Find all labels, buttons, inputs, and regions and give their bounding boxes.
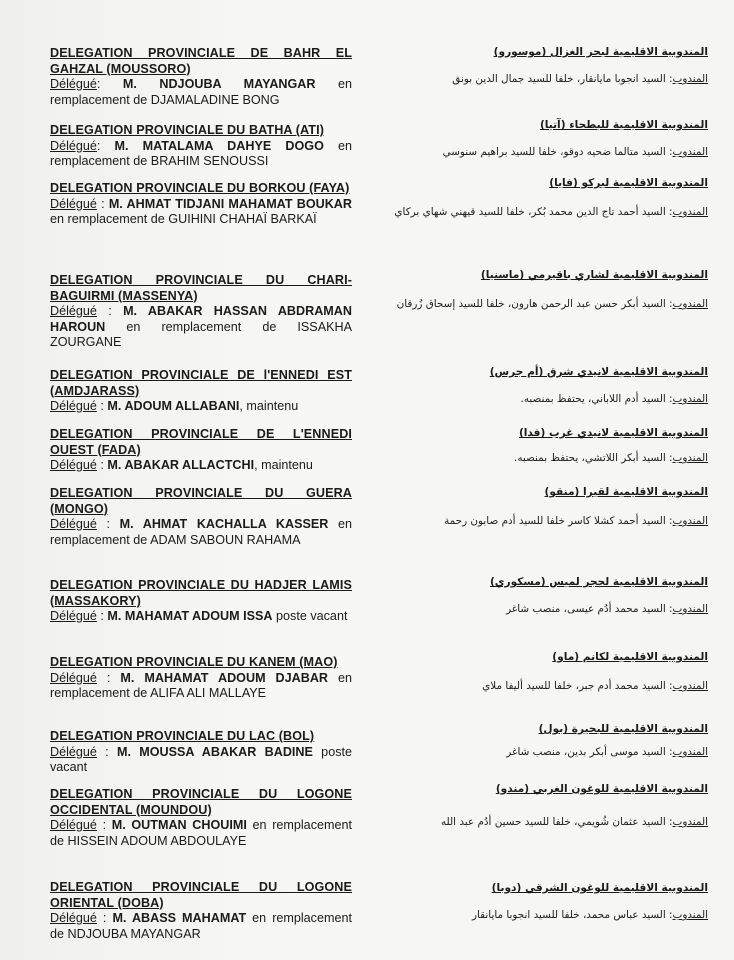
delegate-label-ar: المندوب [672,393,708,405]
delegate-label-fr: Délégué [50,609,97,624]
delegate-label-fr: Délégué [50,77,97,92]
delegate-name-fr: M. MAHAMAT ADOUM ISSA [107,609,273,624]
delegate-label-fr: Délégué [50,458,97,473]
arabic-column [378,265,708,315]
french-column [50,578,352,625]
delegate-remark-ar: : السيد موسى أبكر بدين، منصب شاغر [506,746,673,758]
delegation-title-fr: DELEGATION PROVINCIALE DU LAC (BOL) [50,729,315,743]
delegate-label-fr: Délégué [50,517,97,532]
delegate-name-fr: M. MATALAMA DAHYE DOGO [114,138,324,153]
delegate-text-fr [50,399,352,415]
delegation-title-ar: المندوبية الاقليمية للوغون الغربي (مندو) [495,783,708,795]
delegate-label-ar: المندوب [672,746,708,758]
delegate-remark-fr: en remplacement de ALIFA ALI MALLAYE [50,670,353,701]
arabic-column [378,572,708,620]
delegate-remark-fr: en remplacement de ISSAKHA ZOURGANE [50,319,352,350]
delegate-remark-fr: en remplacement de GUIHINI CHAHAÏ BARKAÏ [50,212,317,227]
delegation-title-ar: المندوبية الاقليمية لكانم (ماو) [552,651,708,663]
delegate-name-fr: M. AHMAT KACHALLA KASSER [119,517,329,532]
delegate-label-fr: Délégué [50,818,97,833]
delegate-remark-ar: : السيد محمد أدم جبر، خلفا للسيد أليفا ملاي [482,680,673,692]
delegate-text-ar [378,389,708,410]
delegate-label-ar: المندوب [672,206,708,218]
french-column [50,123,352,170]
french-column [50,486,352,548]
delegate-label-fr: Délégué [50,138,97,153]
delegation-title-fr: DELEGATION PROVINCIALE DU BATHA (ATI) [50,123,324,137]
delegate-label-ar: المندوب [672,298,708,310]
delegate-text-ar [378,676,708,697]
separator: : [96,818,112,833]
french-column [50,46,352,108]
delegation-title-fr: DELEGATION PROVINCIALE DU BORKOU (FAYA) [50,181,350,195]
separator: : [96,911,113,926]
delegate-remark-ar: : السيد أدم اللاباني، يحتفظ بمنصبه. [520,393,673,405]
separator: : [96,670,121,685]
separator: : [96,196,109,211]
delegation-title-ar: المندوبية الاقليمية لشاري باقيرمي (ماسنيا) [480,269,708,281]
delegate-remark-ar: : السيد أبكر حسن عبد الرحمن هارون، خلفا للسيد إسحاق زُرقان [396,298,673,310]
separator: : [96,458,108,473]
delegate-name-fr: M. OUTMAN CHOUIMI [111,818,247,833]
delegate-remark-fr: , maintenu [254,458,313,473]
delegate-text-ar [378,294,708,315]
french-column [50,273,352,351]
french-column [50,787,352,849]
delegation-title-fr: DELEGATION PROVINCIALE DE BAHR EL GAHZAL (MOUSSORO) [50,46,352,76]
french-column [50,880,352,942]
delegate-label-ar: المندوب [672,816,708,828]
delegate-name-fr: M. MOUSSA ABAKAR BADINE [116,744,313,759]
delegate-label-fr: Délégué [50,670,97,685]
delegate-name-fr: M. ABAKAR HASSAN ABDRAMAN HAROUN [50,304,352,334]
delegate-label-ar: المندوب [672,452,708,464]
delegate-name-fr: M. NDJOUBA MAYANGAR [122,77,316,92]
delegate-remark-fr: en remplacement de NDJOUBA MAYANGAR [50,911,352,941]
arabic-column [378,423,708,469]
delegate-text-fr [50,671,352,702]
delegate-name-fr: M. ADOUM ALLABANI [107,399,240,414]
arabic-column [378,173,708,223]
delegate-text-ar [378,905,708,926]
delegate-label-fr: Délégué [50,744,97,759]
separator: : [96,399,108,414]
separator: : [96,77,123,92]
delegate-remark-fr: poste vacant [272,609,348,624]
separator: : [96,609,108,624]
delegation-title-fr: DELEGATION PROVINCIALE DU HADJER LAMIS (MASSAKORY) [50,578,352,608]
delegate-remark-fr: poste vacant [50,744,352,775]
delegation-title-ar: المندوبية الاقليمية لبركو (فايا) [549,177,708,189]
delegate-text-ar [378,69,708,90]
delegate-label-fr: Délégué [50,304,97,319]
delegate-text-fr [50,139,352,170]
delegate-label-fr: Délégué [50,399,97,414]
arabic-column [378,647,708,697]
delegate-label-ar: المندوب [672,603,708,615]
delegate-remark-ar: : السيد متالما ضحيه دوقو، خلفا للسيد براهيم سنوسي [442,146,673,158]
delegate-label-ar: المندوب [672,680,708,692]
delegate-label-ar: المندوب [672,146,708,158]
delegation-title-ar: المندوبية الاقليمية للوغون الشرقي (دوبا) [491,882,708,894]
delegation-title-ar: المندوبية الاقليمية لحجر لميس (مسكوري) [489,576,708,588]
arabic-column [378,115,708,163]
delegate-remark-fr: en remplacement de HISSEIN ADOUM ABDOULAYE [50,818,352,848]
delegate-text-ar [378,202,708,223]
arabic-column [378,482,708,532]
delegate-text-fr [50,609,352,625]
delegate-name-fr: M. ABAKAR ALLACTCHI [107,458,255,473]
delegation-title-ar: المندوبية الاقليمية للبحيرة (بول) [538,723,708,735]
delegation-title-fr: DELEGATION PROVINCIALE DU CHARI-BAGUIRMI (MASSENYA) [50,273,352,303]
delegate-label-ar: المندوب [672,73,708,85]
delegate-name-fr: M. ABASS MAHAMAT [112,911,247,926]
separator: : [96,517,120,532]
delegate-text-ar [378,742,708,763]
french-column [50,427,352,474]
delegate-remark-fr: , maintenu [239,399,299,414]
separator: : [96,744,117,759]
delegate-label-fr: Délégué [50,911,97,926]
delegate-text-ar [378,599,708,620]
delegate-text-fr [50,745,352,776]
delegation-title-ar: المندوبية الاقليمية لانيدي شرق (أم جرس) [489,366,708,378]
arabic-column [378,878,708,926]
french-column [50,729,352,776]
arabic-column [378,779,708,833]
delegate-text-ar [378,812,708,833]
arabic-column [378,719,708,763]
delegate-remark-ar: : السيد أحمد تاج الدين محمد بُكر، خلفا للسيد قيهني شهاي بركاي [394,206,673,218]
delegate-text-fr [50,197,352,228]
delegation-title-fr: DELEGATION PROVINCIALE DU LOGONE OCCIDENTAL (MOUNDOU) [50,787,352,817]
delegate-remark-ar: : السيد عباس محمد، خلفا للسيد انجوبا مايانقار [471,909,673,921]
delegate-label-ar: المندوب [672,909,708,921]
delegation-title-fr: DELEGATION PROVINCIALE DE L'ENNEDI OUEST (FADA) [50,427,352,457]
delegate-remark-ar: : السيد أحمد كشلا كاسر خلفا للسيد أدم صابون رحمة [444,515,673,527]
delegate-remark-fr: en remplacement de BRAHIM SENOUSSI [50,138,353,169]
delegation-title-ar: المندوبية الاقليمية للبطحاء (آتيا) [539,119,708,131]
arabic-column [378,42,708,90]
delegate-label-fr: Délégué [50,196,97,211]
french-column [50,368,352,415]
arabic-column [378,362,708,410]
french-column [50,655,352,702]
french-column [50,181,352,228]
delegation-title-fr: DELEGATION PROVINCIALE DU KANEM (MAO) [50,655,338,669]
delegation-title-fr: DELEGATION PROVINCIALE DE l'ENNEDI EST (AMDJARASS) [50,368,352,398]
separator: : [96,138,115,153]
delegate-remark-ar: : السيد أبكر اللاتشي، يحتفظ بمنصبه. [514,452,673,464]
delegation-title-ar: المندوبية الاقليمية لقيرا (منقو) [544,486,708,498]
delegate-text-ar [378,511,708,532]
delegate-name-fr: M. MAHAMAT ADOUM DJABAR [120,670,329,685]
separator: : [96,304,124,319]
delegate-text-fr [50,77,352,108]
delegate-label-ar: المندوب [672,515,708,527]
delegation-title-ar: المندوبية الاقليمية لبحر الغزال (موسورو) [493,46,708,58]
delegation-title-fr: DELEGATION PROVINCIALE DU GUERA (MONGO) [50,486,352,516]
delegate-remark-ar: : السيد محمد أدُم عيسى، منصب شاغر [506,603,673,615]
delegate-text-fr [50,304,352,351]
delegate-text-fr [50,517,352,548]
delegate-remark-fr: en remplacement de DJAMALADINE BONG [50,77,352,107]
delegate-name-fr: M. AHMAT TIDJANI MAHAMAT BOUKAR [108,196,353,211]
delegation-title-ar: المندوبية الاقليمية لانيدي غرب (فدا) [518,427,708,439]
delegation-title-fr: DELEGATION PROVINCIALE DU LOGONE ORIENTAL (DOBA) [50,880,352,910]
delegate-text-ar [378,448,708,469]
delegate-remark-fr: en remplacement de ADAM SABOUN RAHAMA [50,517,353,547]
delegate-text-ar [378,142,708,163]
delegate-remark-ar: : السيد عثمان شُويمي، خلفا للسيد حسين أدُم عبد الله [440,816,673,828]
delegate-text-fr [50,818,352,849]
delegate-text-fr [50,911,352,942]
delegate-remark-ar: : السيد انجوبا مايانقار، خلفا للسيد جمال الدين بونق [452,73,673,85]
delegate-text-fr [50,458,352,474]
